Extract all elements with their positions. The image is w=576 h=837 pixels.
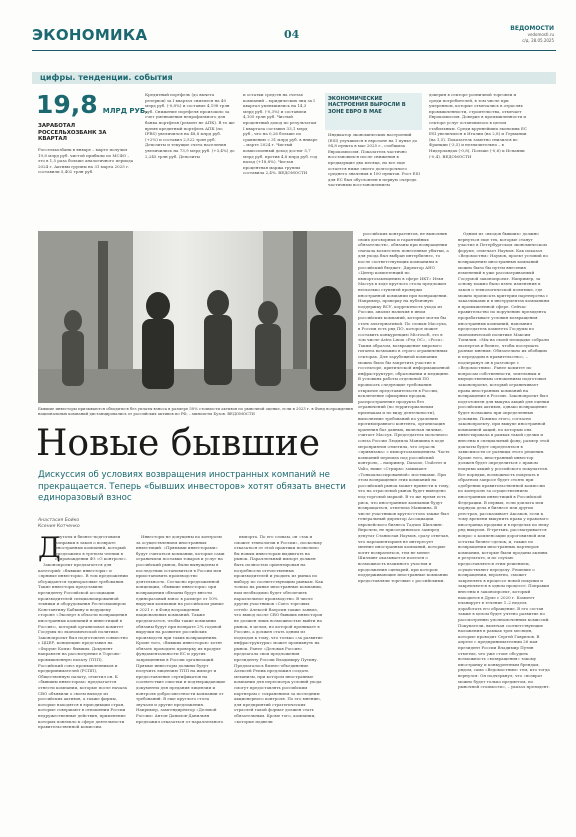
article-photo [38, 231, 353, 403]
article-lead: Дискуссия об условиях возвращения иностранных компаний не прекращается. Теперь «бывших инвесторов» хотят обязать внести единоразовый взнос [38, 470, 346, 503]
brief-figure [36, 90, 148, 119]
article-column-3: импорта. По его словам, он «так и сможет технологии в России», поскольку отказаться от этой практики позволило бы новым инвесторам выдвигать на рынок. Параллельный импорт должен быть полностью ориентирован на потребности отечественных производителей и уходить из рынка по выбору по соответствующим рынкам. Как только на рынке иностранные компании, нам необходимо будет обеспечить параллельное производство. В числе других участников «Союз торговых сетей» Алексей Ваерсин также заявил, что вывод после СВО бывших инвесторов не должен лишь возможностью выйти на рынок, в целом, но которой проникает в Россию, а должен стать одним из подходов к тому, что только «за развитие инфраструктуры» может проникнуть на рынок. Ранее «Деловая Россия» предлагала свои предложения президенту России Владимиру Путину. Предлагалось бизнес-объединение Алексей Репик предложил создать механизм, при котором иностранные компании для пересмотра условий ухода смогут предоставлять российским партнерам с сохранением за последним акционерного контроля. По его мнению, для предприятий стратегических отраслей такой формат должен стать обязательным. Кроме того, компании, «которые подвели [234, 534, 324, 724]
article-column-4: российских контрагентов, не выполнив своих договорных и гарантийных обязательств», обязаны при возвращении сначала возместить понесенные убытки, а для ухода был выбран интербизнес, то после соответствующих компаниям в российский бюджет. Директор АНО «Центр компетенций по импортозамещению в сфере ИКТ» Илья Массух в ходе круглого стола предложил несколько ступеней проверки иностранной компании при возвращении. Например, проверку на публичную поддержку ВСУ, корректность ухода из России, анализ наличия в ином российских компаний, которые могли бы стать альтернативой. По словам Массуха, в России есть ряд ПО, которое может составить конкуренцию Microsoft, это в том числе Astra Linux «Ред ОС», «Роса». Таким образом, возвращение мирового гиганта возможно в строго ограниченных секторах. Для зарубежной компании можно было бы запретить участие в госсекторе, критической информационной инфраструктуре, образовании и медицине. В условиях работы отдельной ПО прописать следующие требования: открытие представительств в России, исключение офшорных продаж, распространение продукта без ограничений (по территориальным признакам и по виду деятельности), выполнение требований по удалению противоправного контента, организация хранения баз данных, включая личные, считает Массух. Председатель молочного союза России Людмила Маншина в ходе мероприятия отметила, что отрасль «привязана» с импортозамещением. Часть компаний перешла под российский контроль, – например, Danone, Unilever и Valio, ниже «Стрирм» замыкают «Тонкоклассированной» мостиками. При этом возвращение этих компаний на российский рынок может привести к тому, что на отраслевой рынок будет выведено под торговой маркой. В то же время есть риск, что иностранные компании будут возвращаться, отметила Маншина. В числе участников кругло-стола также был генеральный директор Ассоциации европейского бизнеса Тадзио Шиллинг. Впрочем, не присоединилась зампред депутат Станислав Наумов, сразу отвечая, что парламентариев не интересует мнение иностранных компаний, которые хотят возвратиться, тем не менее Шиллинг оказывается полезен о возможность взаимного участия и продолжения сценарий, при котором поддерживающие иностранные компании предоставляли торговые с российскими. [358, 231, 450, 583]
brief-headline: ЗАРАБОТАЛ РОССЕЛЬХОЗБАНК ЗА КВАРТАЛ [38, 123, 107, 143]
site-url: vedomosti.ru [527, 32, 554, 37]
drop-cap: Д [38, 531, 61, 564]
brief2-body: Индикатор экономических настроений (ESI) улучшился в еврозоне на 1 пункт до 94,8 пункта в мае 2025 г., сообщила Еврокомиссия. Показатель частично восстановился после снижения в предыдущие два месяца, но все еще остается ниже своего долгосрочного среднего значения в 100 пунктов. Рост ESI для ЕС был обусловлен в первую очередь частичным восстановлением [328, 132, 420, 188]
brand-logo: ВЕДОМОСТИ [510, 25, 554, 32]
article-column-1 [38, 531, 128, 824]
photo-caption: Бывшие инвесторы призываются обходиться без уплаты взноса в размере 50% стоимости активов по рыночной оценке, если в 2023 г. в Фонд возрождения национальных компаний дистанцировались от российских активов по РФ, – миноисты Бузов. ВЕДОМОСТИ [38, 406, 353, 416]
brief2-headline: ЭКОНОМИЧЕСКИЕ НАСТРОЕНИЯ ВЫРОСЛИ В ЗОНЕ ЕВРО В МАЕ [328, 96, 406, 115]
article-column-2: Инвесторы не допущены по контролю за осуществлением иностранных инвестиций. «Прямыми инвесторами» будут считаться компании, которые сами ограничили поставки товаров и услуг на российский рынок, были вынуждены в последствии остановиться в России или приостановить производство деятельность. Согласно предложенной концепции, «бывшие инвесторы» при возвращении обязаны будут внести единоразовый взнос в размере от 10% выручки компании на российском рынке в 2021 г. в Фонд возрождения национальных компаний. Также предлагается, чтобы такие компании обязаны будут при возврате 2% годовой выручки на развитие российских производств при таких возвращениях. Кроме того, «бывших инвесторов» хотят обязать проводить проверку их продукт фундаментальности ЕС и других запрещенных в России организаций. Прямые инвесторы должны будут получить лицензию ТПП на импорт и предоставление сертификатов на соответствие очистки и подтверждающие документы для предания лицензии и контроля добросовестности компании от требований. В еще круглого стола звучали и другие предложения. Например, замгендиректор «Деловой России» Антон Данилов-Данильян предложил отказаться от параллельного [136, 534, 226, 724]
brief2-body-cont: доверия в секторе розничной торговли и среди потребителей, в том числе при умеренном, которые отмечались в отраслях промышленности, строительства, отмечает Еврокомиссия. Доверие в промышленности и секторе услуг остановилось в целом стабильным. Среди крупнейших экономик ЕС ESI увеличился в Италии (на 2,8) и Германии (на 1,5). Показатель заметно снизился во Франции (-3,5) и незначительно – в Нидерландах (-0,8), Польше (-0,6) и Испании (-0,4). ВЕДОМОСТИ [429, 92, 527, 159]
article-column-5: Одним из «входов бывших» должно вернуться еще тех, которые станут участие в Петербургском экономическом форуме, отмечает Наумов. Как показал «Ведомостям» Наумов, проект условий по возвращению иностранных компаний можно было бы путем внесения изменений в уже рассматриваемый Госдумой законопроект. Например, за основу можно было взять изменения в закон о технологической политике, где можно прописать критерии партнерства с заказчиками и в инструментах компаниям в промышленной сфере. Сейчас правительство по поручению президента прорабатывает условия возвращения иностранных компаний, напомнил председатель комитета Госдумы по экономической политике Максим Топилин. «Мы на своей площадке собрали экспертов и бизнес, чтобы послушать разные мнения. Обязательно их обобщим и передадим в правительство», – подчеркнул он в разговоре с «Ведомостями». Ранее комитет по вопросам собственности, земельным и имущественным отношениям подготовил законопроект, который ограничивает права иностранных компаний на возвращение в Россию. Законопроект был подготовлен для выкупа акций для оценки российских активов, однако возвращение будет возможно при определенных условиях. Помимо этого, согласно законопроекту, при выкупе иностранной компанией акций, по которым она инвестировала в рамках такой сделки и внесены в специальный фонд, размер этой доплаты будет определяться в зависимости от разницы этого решения. Кроме того, иностранный инвестор должен будет определиться с правом покупки акций у российского покупателя. Все порядки, возможность покупать в обратном запросе будет стоять при одобрении правительственной комиссии по контролю за осуществлением иностранных инвестиций в Российской Федерации. В первых, если доплата или порядок дела в бизнесе или других реестрах, рассказывает Аксаков, если к тому времени выкупить права у правового иностранца проданы и в пределах по нему ряд выкупов. В-третьих, рассматривается вопрос о компенсации дороговизной или остатка бизнес-сделок, и, также по возвращении иностранных партнеров компании, которые были проданы активы в результате, и по случаю предоставляется этим решением, осуществляют передачу. Решение о возвращении, вероятно, сможет закреплять в процессе новой покупки и закрепляется в одном процессе. Поправки внесены в законопроект, который находится в Думе с 2020 г. Комитет планирует в течение 1–2 недель доработать его обращение. В его состав также в целом будет учтено развитие по рассмотрению уполномоченных комиссий. Покупатели, включая соответствующие наложения в рамках трех месяцев, которые проводит Сергей Гаврилов. В апреле с предпринимателями 26 мая президент России Владимир Путин отметил, что уже стоит обсудить возможность «возвращения» такому иностранцу и конкурентным брендам, рядом, сама «Ведомостями» тем, кто тогда вернулся. Он подчеркнул, что «возврат можно будет только предметом, по рыночной стоимости», – указал президент. [458, 231, 550, 690]
header-rule [32, 50, 556, 51]
page-number: 04 [284, 28, 300, 41]
brief-body: Россельхозбанк в январе – марте получил 19,8 млрд руб. чистой прибыли по МСФО – это в 1,5 раза больше аналогичного периода 2024 г. Активы группы на 31 марта 2025 г. составили 5,402 трлн руб. [38, 147, 134, 175]
article-title: Новые бывшие [36, 423, 321, 464]
brief-figure-number: 19,8 [36, 90, 98, 119]
rubric-title: цифры. тенденции. события [40, 73, 173, 82]
article-first-paragraph: епутаты и бизнес-подготовили поправки в закон о возврате иностранных компаний, который предложено в третьем чтении в сопровождении ФЗ «О контроле». [55, 534, 128, 562]
brief-body-cont: и остатки средств на счетах компаний – юридических лиц за I квартал уменьшились на 14,3 млрд руб. (-0,3%) и составили 4,105 трлн руб. Чистый процентный доход по результатам I квартала составил 33,1 млрд руб., что на 0,26 больше по сравнению с 31 млрд руб. в январе – марте 2024 г. Чистый комиссионный доход достиг 5,7 млрд руб. против 4,8 млрд руб. год назад (+18,8%). Чистая процентная маржа группы составила 2,4%. ВЕДОМОСТИ [243, 92, 318, 176]
brief-figure-unit: МЛРД РУБ. [102, 107, 148, 115]
issue-date: с/д. 28.05.2025 [522, 38, 554, 43]
brief-body-cont: Кредитный портфель (до вычета резервов) за I квартал снизился на 40 млрд руб. (-0,8%) и составил 4,198 трлн руб. Снижение портфеля произошло за счет уменьшения непрофильного для банка портфеля (ремонт не АПК). В то же время кредитный портфель АПК (по IFRS) увеличился на 48,8 млрд руб. (+2%) и составил 2,522 трлн руб. Депозиты и текущие счета населения увеличились на 73,9 млрд руб. (+3,4%) до 2,245 трлн руб. Депозиты [145, 92, 235, 159]
section-title: ЭКОНОМИКА [32, 26, 148, 44]
office-silhouettes-illustration [38, 231, 353, 403]
author-name: Ксения Котченко [38, 524, 80, 529]
article-body: Законопроект предлагается для категорий: «бывшие инвесторы» и «прямые инвесторы». В том предложении обсуждаются единоразовые требования. Такие инвесторы представили президенту Российской ассоциации производителей специализированной техники и оборудования Рослесмашпром Константину Бабкину и ведущему стороне «Эксперт в области возвращения иностранных компаний и инвестиций в Россию», который организовал комитет Госдумы по экономической политике. Законопроект был подготовлен совместно с ЦЦЕР, концепцию представил на «Форуме Коми» бывших. Документ направлен на рассмотрение в Торгово-промышленную палату (ТПП), Российский союз промышленников и предпринимателей (РСПП), Общественную палату, отметил он. К «бывшим инвесторам» предлагается отнести компании, которые после начала СВО объявили о своем выходе из российских активов, а также фирмы, которые находятся в юрисдикции стран, которые совершают в отношении России недружественные действия, применение которых повлекло к сфере деятельности правительственной комиссии. [38, 561, 128, 730]
author-name: Анастасия Бойко [38, 518, 80, 523]
